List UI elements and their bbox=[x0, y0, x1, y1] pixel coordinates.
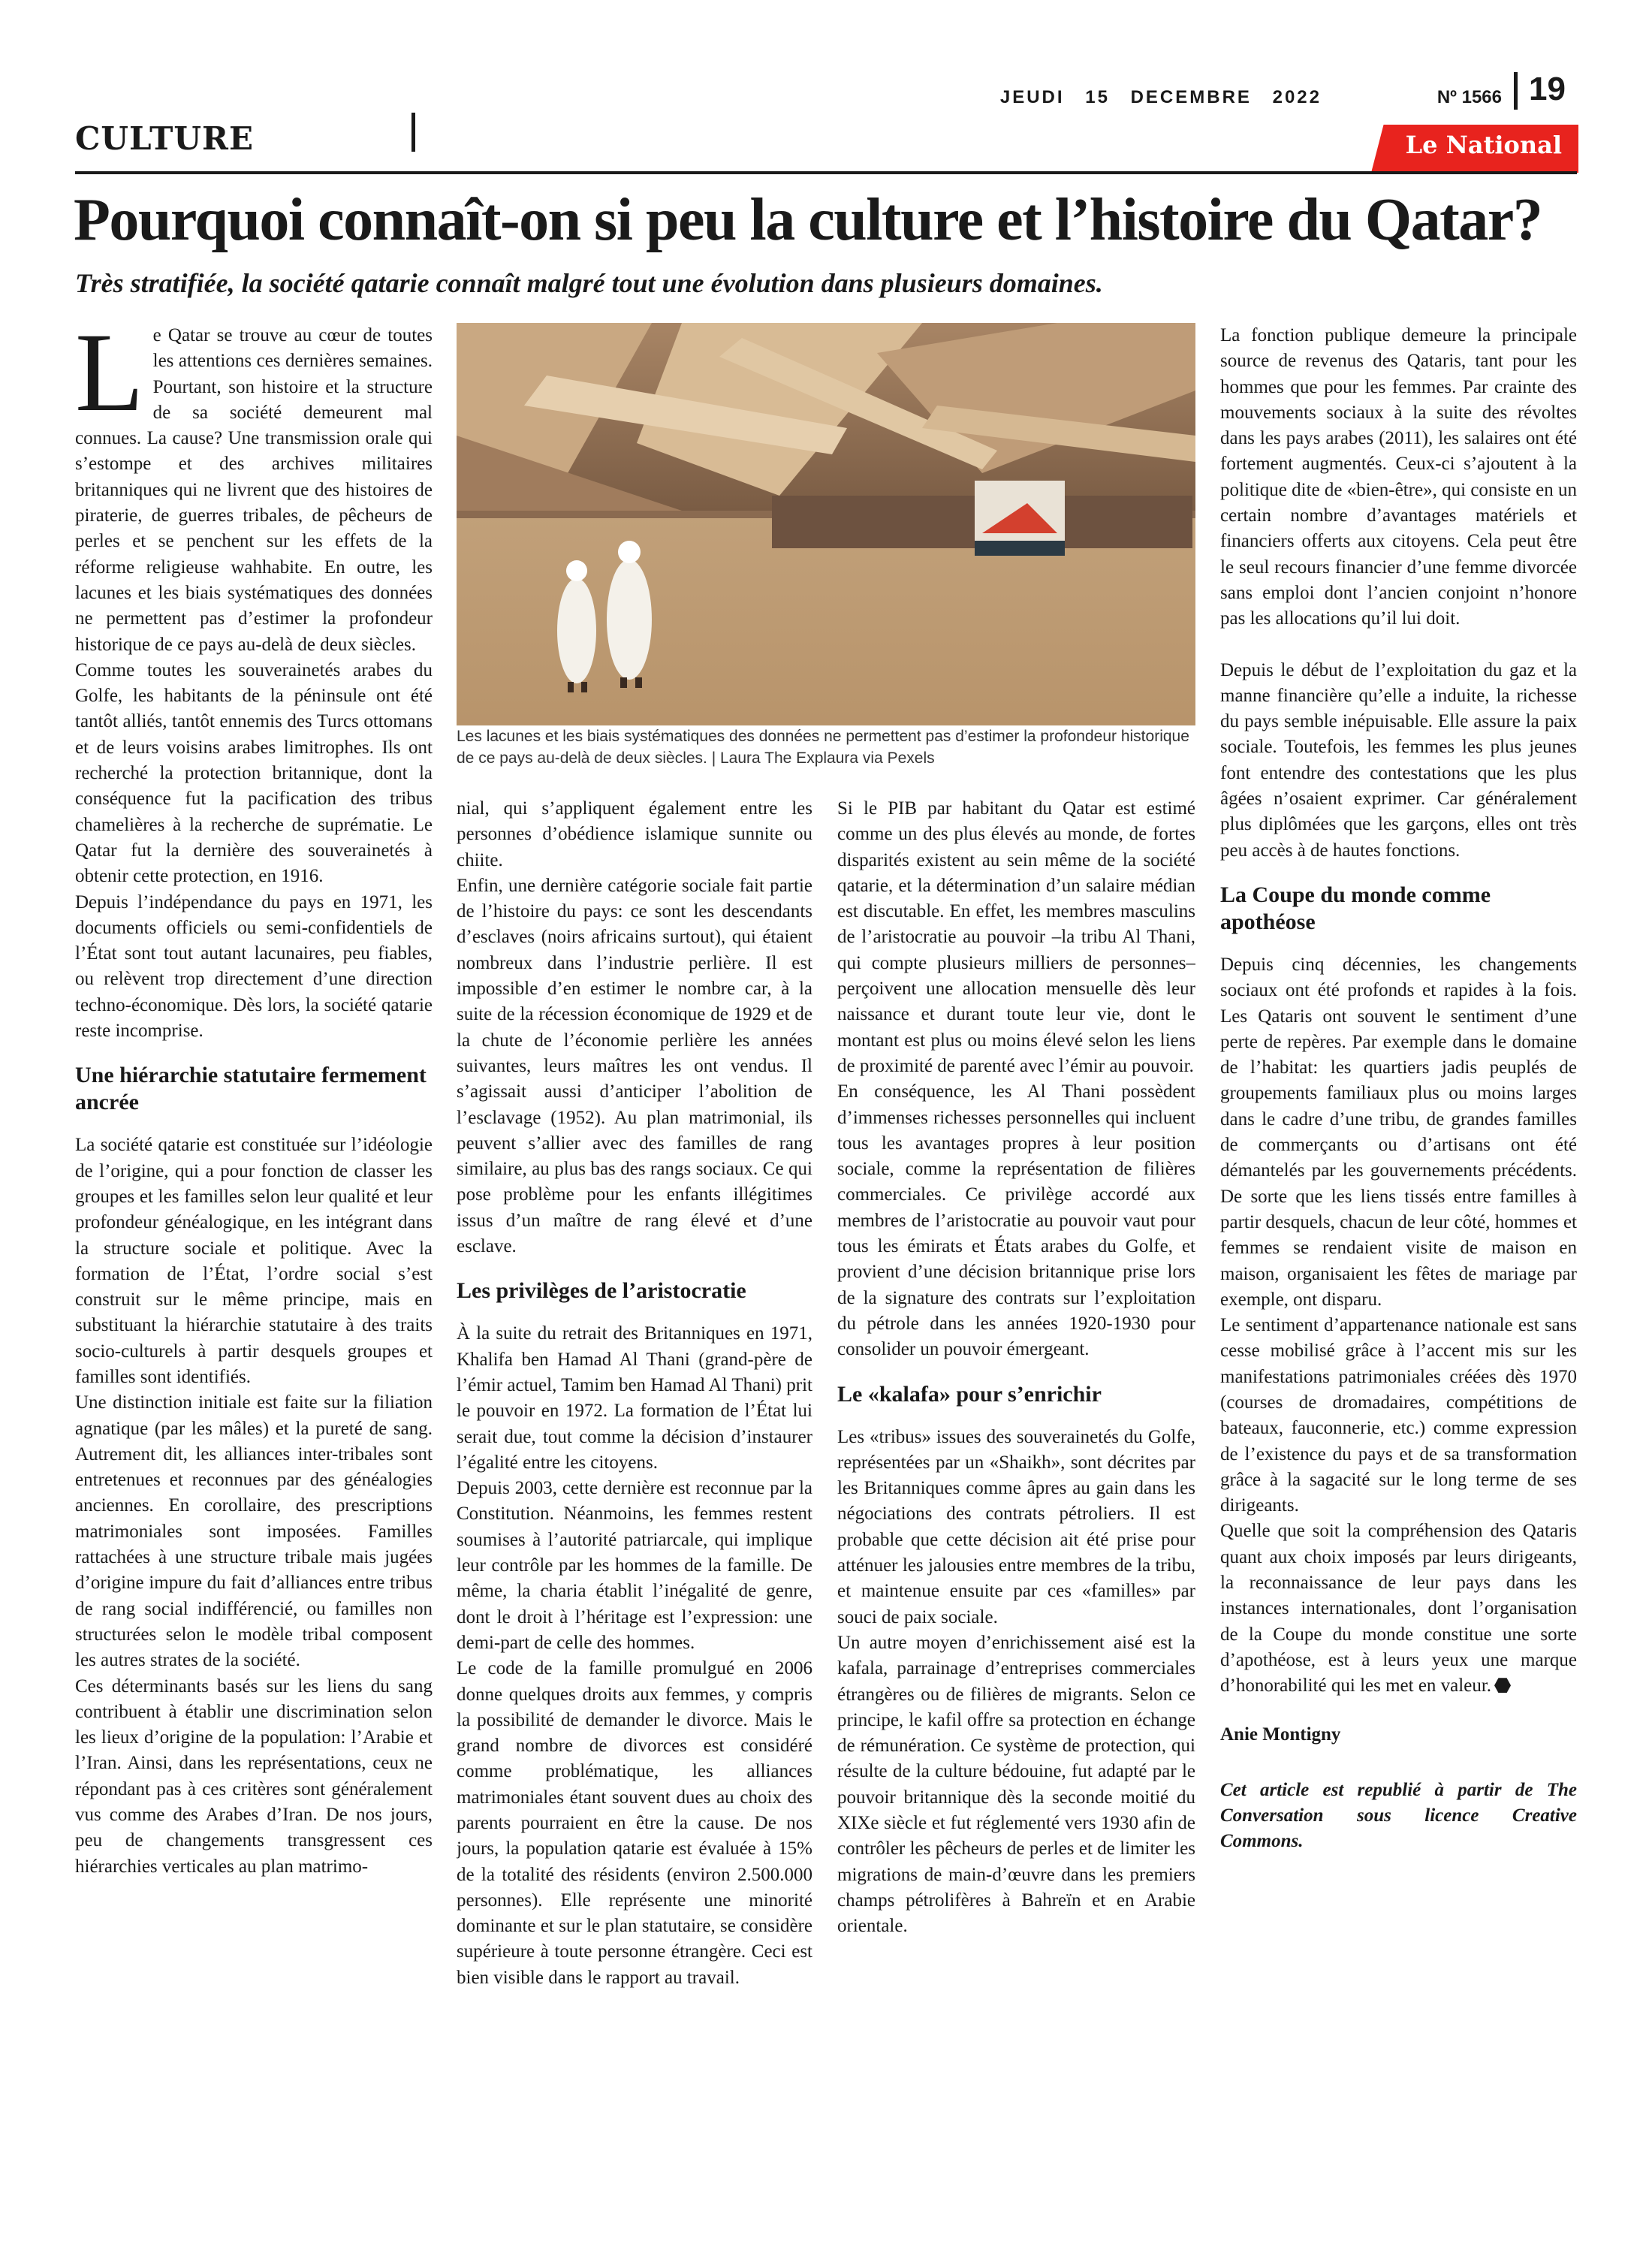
date-day: 15 bbox=[1085, 87, 1110, 107]
page-number: 19 bbox=[1529, 71, 1566, 107]
lead-paragraph bbox=[75, 323, 433, 658]
paragraph: nial, qui s’appliquent également entre les personnes d’obédience islamique sunnite ou chiite. bbox=[457, 798, 812, 870]
paragraph: Ces déterminants basés sur les liens du sang contribuent à établir une discrimination selon les lieux d’origine de la population: l’Arabie et l’Iran. Ainsi, dans les représentations, ceux ne répondant pas à ces critères sont généralement vus comme des Arabes d’Iran. De nos jours, peu de changements transgressent ces hiérarchies verticales au plan matrimo- bbox=[75, 1675, 433, 1877]
paragraph: Comme toutes les souverainetés arabes du Golfe, les habitants de la péninsule ont été tantôt alliés, tantôt ennemis des Turcs ottomans et de leurs voisins arabes limitrophes. Ils ont recherché la protection britannique, dont la conséquence fut la pacification des tribus chamelières à la recherche de suprématie. Le Qatar fut la dernière des souverainetés à obtenir cette protection, en 1916. bbox=[75, 659, 433, 887]
paragraph: La société qatarie est constituée sur l’idéologie de l’origine, qui a pour fonction de classer les groupes et les familles selon leur qualité et leur profondeur généalogique, en les intégrant dans la structure sociale et politique. Avec la formation de l’État, l’ordre social s’est construit sur le même principe, mais en substituant la hiérarchie statutaire à des traits socio-culturels à partir desquels groupes et familles sont identifiés. bbox=[75, 1135, 433, 1387]
article-column-1 bbox=[75, 323, 433, 2230]
section-title: CULTURE bbox=[75, 120, 254, 157]
article-photo bbox=[457, 323, 1195, 725]
article-column-3 bbox=[837, 796, 1195, 2230]
paragraph: La fonction publique demeure la principale source de revenus des Qataris, tant pour les hommes que pour les femmes. Par crainte des mouvements sociaux à la suite des révoltes dans les pays arabes (2011), les salaires ont été fortement augmentés. Ceux-ci s’ajoutent à la politique dite de «bien-être», qui consiste en un certain nombre d’avantages matériels et financiers offerts aux citoyens. Cela peut être le seul recours financier d’une femme divorcée sans emploi dont l’ancien conjoint n’honore pas les allocations qu’il lui doit. bbox=[1220, 325, 1577, 629]
paragraph: Depuis cinq décennies, les changements sociaux ont été profonds et rapides à la fois. Les Qataris ont souvent le sentiment d’une perte de repères. Par exemple dans le domaine de l’habitat: les quartiers jadis peuplés de groupements familiaux plus ou moins larges dans le cadre d’une tribu, de grandes familles de commerçants ou d’artisans ont été démantelés par les gouvernements précédents. De sorte que les liens tissés entre familles à partir desquels, chacun de leur côté, hommes et femmes se rendaient visite de maison en maison, organisaient les fêtes de mariage par exemple, ont disparu. bbox=[1220, 954, 1577, 1310]
author-name: Anie Montigny bbox=[1220, 1724, 1341, 1745]
paragraph: Les «tribus» issues des souverainetés du Golfe, représentées par un «Shaikh», sont décrites par les Britanniques comme âpres au gain dans les négociations des contrats pétroliers. Il est probable que cette décision ait été prise pour atténuer les jalousies entre membres de la tribu, et maintenue ensuite par ces «familles» par souci de paix sociale. bbox=[837, 1426, 1195, 1627]
page-number-divider bbox=[1514, 72, 1518, 110]
photo-caption: Les lacunes et les biais systématiques des données ne permettent pas d’estimer la profondeur historique de ce pays au-delà de deux siècles. | Laura The Explaura via Pexels bbox=[457, 728, 1189, 767]
paragraph: Depuis l’indépendance du pays en 1971, les documents officiels ou semi-confidentiels de l’État sont tout autant lacunaires, peu fiables, ou relèvent trop directement d’une direction techno-économique. Dès lors, la société qatarie reste incomprise. bbox=[75, 891, 433, 1042]
date-year: 2022 bbox=[1272, 87, 1322, 107]
paragraph: Depuis 2003, cette dernière est reconnue par la Constitution. Néanmoins, les femmes restent soumises à l’autorité patriarcale, qui implique leur contrôle par les hommes de la famille. De même, la charia établit l’inégalité de genre, dont le droit à l’héritage est l’expression: une demi-part de celle des hommes. bbox=[457, 1478, 812, 1653]
paragraph: Enfin, une dernière catégorie sociale fait partie de l’histoire du pays: ce sont les descendants d’esclaves (noirs africains surtout), qui étaient nombreux dans l’industrie perlière. Il est impossible d’en estimer le nombre car, à la suite de la récession économique de 1929 et de la chute de l’économie perlière les années suivantes, leurs maîtres les ont vendus. Il s’agissait aussi d’anticiper l’abolition de l’esclavage (1952). Au plan matrimonial, ils peuvent s’allier avec des familles de rang similaire, au plus bas des rangs sociaux. Ce qui pose problème pour les enfants illégitimes issus d’un maître de rang élevé et d’une esclave. bbox=[457, 875, 812, 1257]
section-heading: Une hiérarchie statutaire fermement ancrée bbox=[75, 1063, 427, 1115]
section-divider bbox=[411, 113, 415, 152]
paragraph: Le code de la famille promulgué en 2006 donne quelques droits aux femmes, y compris la possibilité de demander le divorce. Mais le grand nombre de divorces est considéré comme problématique, les alliances matrimoniales étant souvent dues au choix des parents pourraient en être la cause. De nos jours, la population qatarie est évaluée à 15% de la totalité des résidents (environ 2.500.000 personnes). Elle représente une minorité dominante et sur le plan statutaire, se considère supérieure à toute personne étrangère. Ceci est bien visible dans le rapport au travail. bbox=[457, 1658, 812, 1988]
paragraph-text: Quelle que soit la compréhension des Qataris quant aux choix imposés par leurs dirigeants, la reconnaissance de leur pays dans les instances internationales, dont l’organisation de la Coupe du monde constitue une sorte d’apothéose, est à leurs yeux une marque d’honorabilité qui les met en valeur. bbox=[1220, 1521, 1577, 1697]
issue-number: Nº 1566 bbox=[1436, 87, 1502, 107]
paragraph: Une distinction initiale est faite sur la filiation agnatique (par les mâles) et la pureté de sang. Autrement dit, les alliances inter-tribales sont entretenues et reconnues par des généalogies anciennes. En corollaire, des prescriptions matrimoniales sont imposées. Familles rattachées à une structure tribale mais jugées d’origine impure du fait d’alliances entre tribus de rang social indifférencié, ou familles non structurées selon le modèle tribal composent les autres strates de la société. bbox=[75, 1392, 433, 1671]
section-heading: Les privilèges de l’aristocratie bbox=[457, 1278, 746, 1304]
paragraph: Depuis le début de l’exploitation du gaz et la manne financière qu’elle a induite, la richesse du pays semble inépuisable. Elle assure la paix sociale. Toutefois, les femmes les plus jeunes font entendre des contestations que les plus âgées n’osaient exprimer. Car généralement plus diplômées que les garçons, elles ont très peu accès à de hautes fonctions. bbox=[1220, 659, 1577, 861]
paragraph: Un autre moyen d’enrichissement aisé est la kafala, parrainage d’entreprises commerciales étrangères ou de filières de migrants. Selon ce principe, le kafil offre sa protection en échange de rémunération. Ce système de protection, qui résulte de la culture bédouine, fut adapté par le pouvoir britannique dès la seconde moitié du XIXe siècle et fut réglementé vers 1930 afin de contrôler les pêcheurs de perles et de limiter les migrations de main-d’œuvre dans les premiers champs pétrolifères à Bahreïn et en Arabie orientale. bbox=[837, 1632, 1195, 1937]
section-heading: La Coupe du monde comme apothéose bbox=[1220, 882, 1491, 934]
article-headline: Pourquoi connaît-on si peu la culture et l’histoire du Qatar? bbox=[74, 187, 1542, 253]
end-of-article-icon bbox=[1494, 1678, 1511, 1693]
header-rule bbox=[75, 171, 1577, 174]
article-column-2 bbox=[457, 796, 812, 2230]
paragraph-text: e Qatar se trouve au cœur de toutes les attentions ces dernières semaines. Pourtant, son histoire et la structure de sa société demeurent mal connues. La cause? Une transmission orale qui s’estompe et des archives militaires britanniques qui ne livrent que des histoires de piraterie, de guerres tribales, de pêcheurs de perles et se penchent sur les effets de la réforme religieuse wahhabite. En outre, les lacunes et les biais systématiques des données ne permettent pas d’estimer la profondeur historique de ce pays au-delà de deux siècles. bbox=[75, 325, 433, 655]
brand-name: Le National bbox=[1405, 131, 1562, 159]
paragraph: En conséquence, les Al Thani possèdent d’immenses richesses personnelles qui incluent tous les avantages propres à leur position sociale, comme la représentation de filières commerciales. Ce privilège accordé aux membres de l’aristocratie au pouvoir vaut pour tous les émirats et États arabes du Golfe, et provient d’une décision britannique prise lors de la signature des contrats sur l’exploitation du pétrole dans les années 1920-1930 pour consolider un pouvoir émergeant. bbox=[837, 1081, 1195, 1360]
drop-cap: L bbox=[75, 323, 144, 435]
date-month: DECEMBRE bbox=[1130, 87, 1252, 107]
republish-credit: Cet article est republié à partir de The Conversation sous licence Creative Commons. bbox=[1220, 1779, 1577, 1852]
article-column-4 bbox=[1220, 323, 1577, 2230]
paragraph: À la suite du retrait des Britanniques en 1971, Khalifa ben Hamad Al Thani (grand-père de l’émir actuel, Tamim ben Hamad Al Thani) prit le pouvoir en 1972. La formation de l’État lui serait due, tout comme la décision d’instaurer l’égalité entre les citoyens. bbox=[457, 1323, 812, 1473]
closing-paragraph bbox=[1220, 1519, 1577, 1699]
article-subtitle: Très stratifiée, la société qatarie connaît malgré tout une évolution dans plusieurs domaines. bbox=[75, 268, 1103, 298]
section-heading: Le «kalafa» pour s’enrichir bbox=[837, 1381, 1102, 1407]
date-weekday: JEUDI bbox=[999, 87, 1065, 107]
paragraph: Le sentiment d’appartenance nationale est sans cesse mobilisé grâce à l’accent mis sur les manifestations patrimoniales créées dès 1970 (courses de dromadaires, compétitions de bateaux, fauconnerie, etc.) comme expression de l’existence du pays et de sa transformation grâce à la sagacité sur le long terme de ses dirigeants. bbox=[1220, 1315, 1577, 1516]
issue-date bbox=[987, 87, 1322, 108]
paragraph: Si le PIB par habitant du Qatar est estimé comme un des plus élevés au monde, de fortes disparités existent au sein même de la société qatarie, et la détermination d’un salaire médian est discutable. En effet, les membres masculins de l’aristocratie au pouvoir –la tribu Al Thani, qui compte plusieurs milliers de personnes– perçoivent une allocation mensuelle dès leur naissance et durant toute leur vie, dont le montant est plus ou moins élevé selon les liens de proximité de parenté avec l’émir au pouvoir. bbox=[837, 798, 1195, 1076]
